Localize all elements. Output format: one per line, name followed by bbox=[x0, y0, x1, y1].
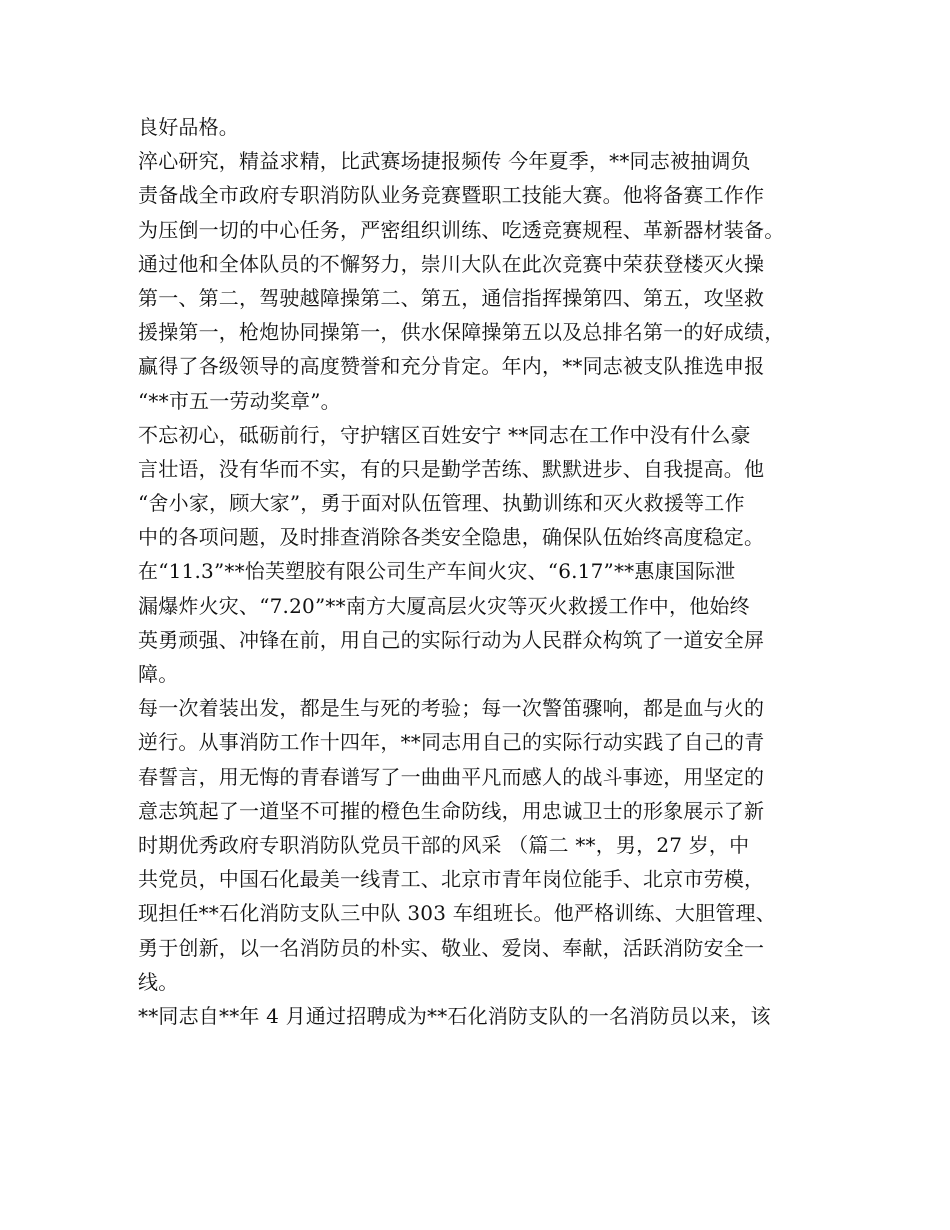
text-line: 中的各项问题，及时排查消除各类安全隐患，确保队伍始终高度稳定。 bbox=[138, 525, 765, 550]
text-line: **同志自**年 4 月通过招聘成为**石化消防支队的一名消防员以来，该 bbox=[138, 1003, 771, 1028]
text-line: “**市五一劳动奖章”。 bbox=[138, 388, 341, 413]
text-line: 春誓言，用无悔的青春谱写了一曲曲平凡而感人的战斗事迹，用坚定的 bbox=[138, 764, 765, 789]
body-text bbox=[138, 110, 828, 1033]
text-line: 援操第一，枪炮协同操第一，供水保障操第五以及总排名第一的好成绩， bbox=[138, 320, 785, 345]
text-line: 线。 bbox=[138, 969, 179, 994]
text-line: 逆行。从事消防工作十四年，**同志用自己的实际行动实践了自己的青 bbox=[138, 730, 765, 755]
text-line: 赢得了各级领导的高度赞誉和充分肯定。年内，**同志被支队推选申报 bbox=[138, 354, 765, 379]
text-line: 勇于创新，以一名消防员的朴实、敬业、爱岗、奉献，活跃消防安全一 bbox=[138, 935, 765, 960]
text-line: 共党员，中国石化最美一线青工、北京市青年岗位能手、北京市劳模， bbox=[138, 867, 765, 892]
text-line: 时期优秀政府专职消防队党员干部的风采 （篇二 **，男，27 岁，中 bbox=[138, 832, 750, 857]
text-line: 不忘初心，砥砺前行，守护辖区百姓安宁 **同志在工作中没有什么豪 bbox=[138, 422, 751, 447]
text-line: 在“11.3”**怡芙塑胶有限公司生产车间火灾、“6.17”**惠康国际泄 bbox=[138, 559, 736, 584]
text-line: 现担任**石化消防支队三中队 303 车组班长。他严格训练、大胆管理、 bbox=[138, 901, 776, 926]
text-line: 漏爆炸火灾、“7.20”**南方大厦高层火灾等灭火救援工作中，他始终 bbox=[138, 593, 750, 618]
text-line: 障。 bbox=[138, 662, 179, 686]
text-line: 意志筑起了一道坚不可摧的橙色生命防线，用忠诚卫士的形象展示了新 bbox=[138, 798, 765, 823]
text-line: “舍小家，顾大家”，勇于面对队伍管理、执勤训练和灭火救援等工作 bbox=[138, 491, 745, 516]
text-line: 英勇顽强、冲锋在前，用自己的实际行动为人民群众构筑了一道安全屏 bbox=[138, 627, 765, 652]
text-line: 为压倒一切的中心任务，严密组织训练、吃透竞赛规程、革新器材装备。 bbox=[138, 217, 785, 242]
text-line: 通过他和全体队员的不懈努力，崇川大队在此次竞赛中荣获登楼灭火操 bbox=[138, 251, 765, 276]
text-line: 良好品格。 bbox=[138, 115, 239, 139]
text-line: 第一、第二，驾驶越障操第二、第五，通信指挥操第四、第五，攻坚救 bbox=[138, 285, 765, 310]
text-line: 责备战全市政府专职消防队业务竞赛暨职工技能大赛。他将备赛工作作 bbox=[138, 183, 765, 208]
text-line: 淬心研究，精益求精，比武赛场捷报频传 今年夏季，**同志被抽调负 bbox=[138, 149, 751, 174]
text-line: 每一次着装出发，都是生与死的考验；每一次警笛骤响，都是血与火的 bbox=[138, 696, 765, 721]
text-line: 言壮语，没有华而不实，有的只是勤学苦练、默默进步、自我提高。他 bbox=[138, 456, 765, 481]
